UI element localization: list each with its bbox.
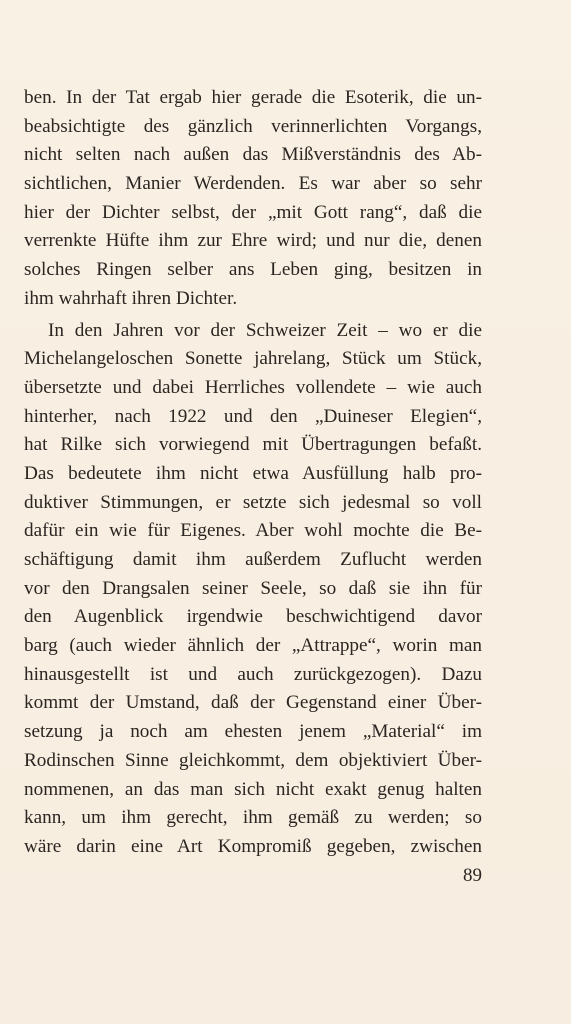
text-line: hier der Dichter selbst, der „mit Gott rang“, daß die — [24, 201, 482, 223]
text-line: In den Jahren vor der Schweizer Zeit – wo er die — [48, 319, 482, 341]
text-line: setzung ja noch am ehesten jenem „Material“ im — [24, 721, 482, 743]
text-line: hinausgestellt ist und auch zurückgezogen). Dazu — [24, 663, 482, 685]
text-line: vor den Drangsalen seiner Seele, so daß sie ihn für — [24, 577, 482, 599]
text-line: kann, um ihm gerecht, ihm gemäß zu werden; so — [24, 807, 482, 829]
text-line: solches Ringen selber ans Leben ging, besitzen in — [24, 259, 482, 281]
paragraph-2 — [24, 317, 482, 862]
text-line: Michelangeloschen Sonette jahrelang, Stück um Stück, — [24, 348, 482, 370]
text-line: duktiver Stimmungen, er setzte sich jedesmal so voll — [24, 491, 482, 513]
text-line: ihm wahrhaft ihren Dichter. — [24, 287, 238, 309]
text-line: barg (auch wieder ähnlich der „Attrappe“, worin man — [24, 635, 482, 657]
text-line: nicht selten nach außen das Mißverständnis des Ab- — [24, 144, 482, 166]
body-text — [24, 84, 482, 862]
text-line: beabsichtigte des gänzlich verinnerlichten Vorgangs, — [24, 115, 482, 137]
paragraph-1 — [24, 84, 482, 314]
text-line: verrenkte Hüfte ihm zur Ehre wird; und nur die, denen — [24, 230, 482, 252]
text-line: Rodinschen Sinne gleichkommt, dem objektiviert Über- — [24, 749, 482, 771]
text-line: dafür ein wie für Eigenes. Aber wohl mochte die Be- — [24, 520, 482, 542]
page-number: 89 — [463, 865, 482, 886]
text-line: hinterher, nach 1922 und den „Duineser Elegien“, — [24, 405, 482, 427]
text-line: den Augenblick irgendwie beschwichtigend davor — [24, 606, 482, 628]
text-line: sichtlichen, Manier Werdenden. Es war aber so sehr — [24, 173, 482, 195]
text-line: schäftigung damit ihm außerdem Zuflucht werden — [24, 549, 482, 570]
text-line: übersetzte und dabei Herrliches vollendete – wie auch — [24, 376, 482, 398]
text-line: kommt der Umstand, daß der Gegenstand einer Über- — [24, 692, 482, 714]
text-line: hat Rilke sich vorwiegend mit Übertragungen befaßt. — [24, 434, 482, 456]
text-line: wäre darin eine Art Kompromiß gegeben, zwischen — [24, 835, 482, 857]
text-line: nommenen, an das man sich nicht exakt genug halten — [24, 778, 482, 800]
text-line: ben. In der Tat ergab hier gerade die Esoterik, die un- — [24, 87, 482, 108]
text-line: Das bedeutete ihm nicht etwa Ausfüllung halb pro- — [24, 462, 482, 484]
